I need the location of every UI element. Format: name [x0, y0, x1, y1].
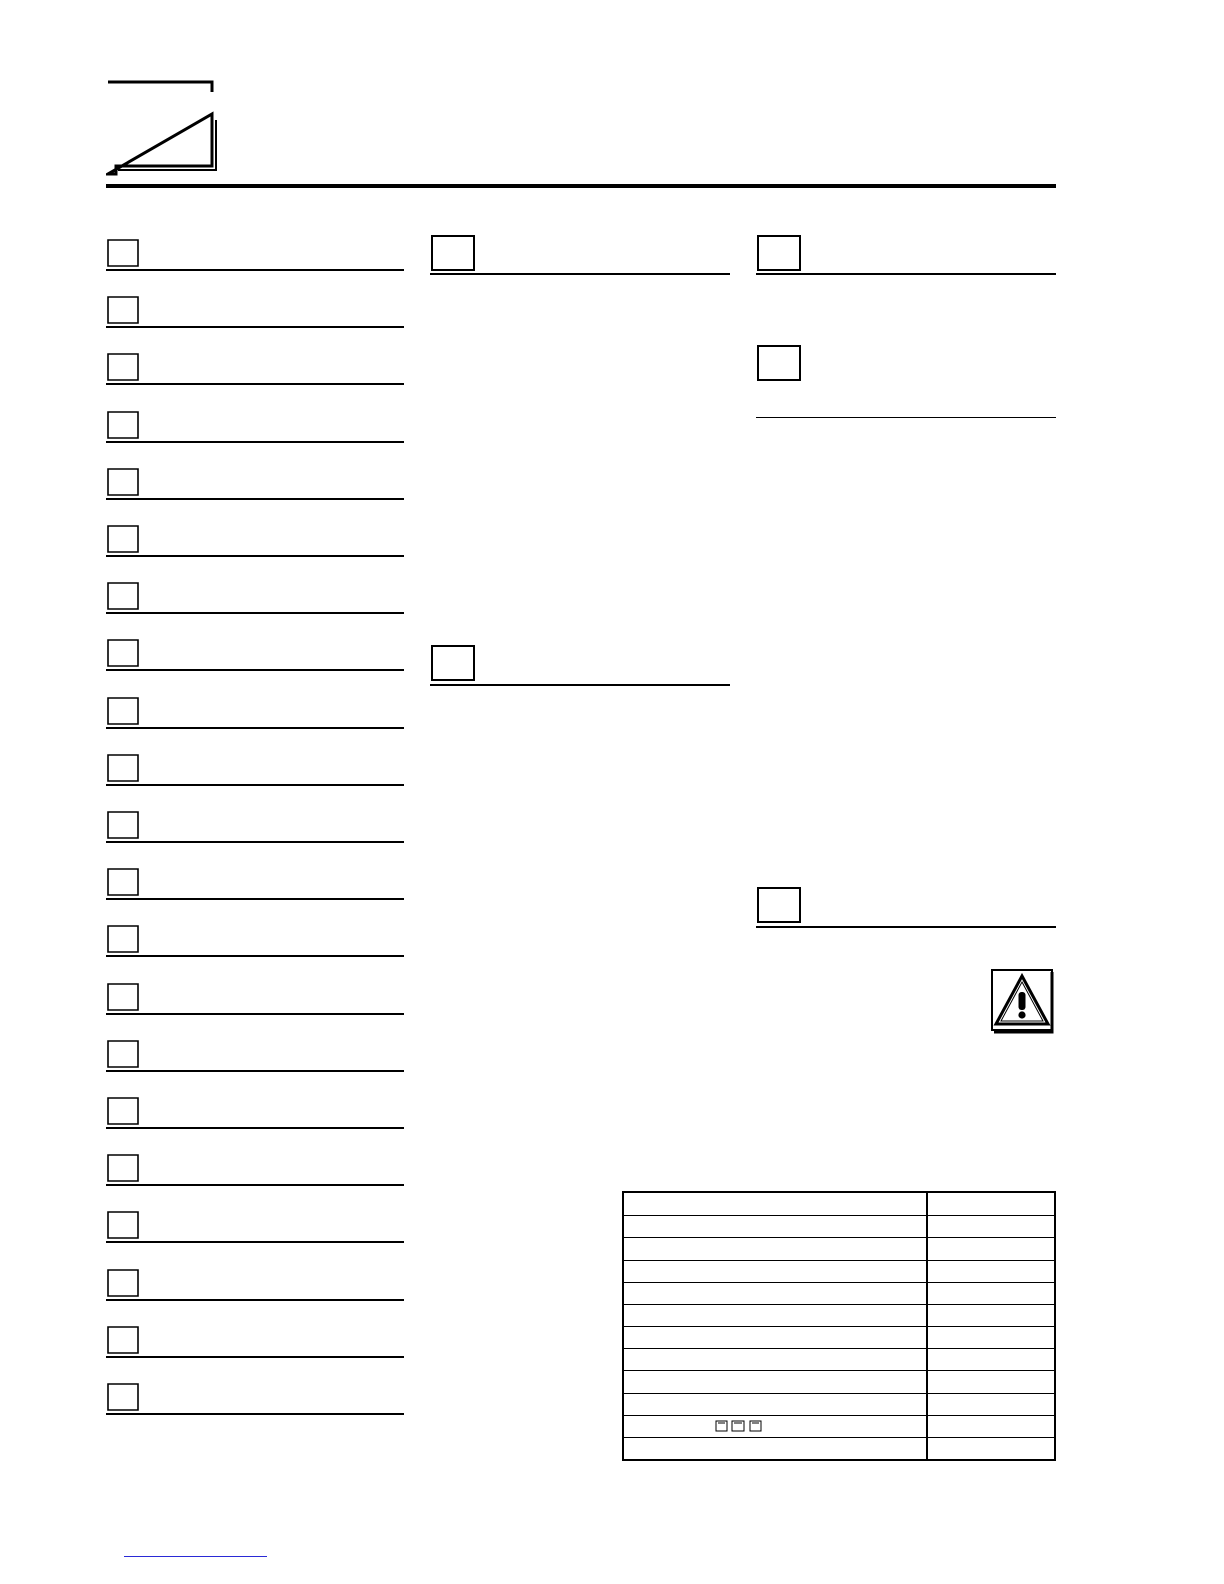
table-row-divider: [624, 1215, 1054, 1216]
table-row-divider: [624, 1282, 1054, 1283]
section-rule: [756, 926, 1056, 928]
item-box-icon: [106, 410, 142, 442]
item-rule: [106, 1127, 404, 1129]
table-row-divider: [624, 1260, 1054, 1261]
item-box-icon: [106, 696, 142, 728]
section-rule: [756, 273, 1056, 275]
footer-link-underline[interactable]: [124, 1556, 267, 1557]
item-rule: [106, 383, 404, 385]
table-row-divider: [624, 1437, 1054, 1438]
section-box-icon: [756, 234, 804, 274]
section-rule: [430, 684, 730, 686]
item-rule: [106, 441, 404, 443]
section-rule: [756, 417, 1056, 418]
item-box-icon: [106, 810, 142, 842]
item-box-icon: [106, 1210, 142, 1242]
item-rule: [106, 784, 404, 786]
table-row-divider: [624, 1348, 1054, 1349]
item-rule: [106, 1356, 404, 1358]
item-rule: [106, 669, 404, 671]
item-box-icon: [106, 352, 142, 384]
table-row-divider: [624, 1415, 1054, 1416]
table-row-divider: [624, 1370, 1054, 1371]
item-box-icon: [106, 867, 142, 899]
chapter-box-icon: [106, 80, 218, 176]
item-box-icon: [106, 1382, 142, 1414]
item-rule: [106, 1241, 404, 1243]
item-rule: [106, 1013, 404, 1015]
item-rule: [106, 555, 404, 557]
item-rule: [106, 1413, 404, 1415]
item-rule: [106, 269, 404, 271]
section-box-icon: [430, 234, 478, 274]
item-box-icon: [106, 295, 142, 327]
item-box-icon: [106, 1039, 142, 1071]
item-box-icon: [106, 1096, 142, 1128]
item-rule: [106, 1299, 404, 1301]
spec-table: [622, 1191, 1056, 1461]
warning-triangle-icon: [990, 968, 1056, 1034]
item-rule: [106, 955, 404, 957]
section-box-icon: [756, 886, 804, 926]
item-box-icon: [106, 1268, 142, 1300]
section-rule: [430, 273, 730, 275]
section-box-icon: [430, 644, 478, 684]
item-rule: [106, 498, 404, 500]
table-row-divider: [624, 1237, 1054, 1238]
item-box-icon: [106, 638, 142, 670]
item-box-icon: [106, 753, 142, 785]
section-box-icon: [756, 344, 804, 384]
table-row-divider: [624, 1393, 1054, 1394]
item-rule: [106, 727, 404, 729]
item-box-icon: [106, 982, 142, 1014]
item-rule: [106, 612, 404, 614]
item-box-icon: [106, 581, 142, 613]
item-box-icon: [106, 238, 142, 270]
cartridge-icon: [714, 1419, 764, 1433]
table-row-divider: [624, 1326, 1054, 1327]
item-box-icon: [106, 1153, 142, 1185]
item-rule: [106, 1184, 404, 1186]
table-row-divider: [624, 1304, 1054, 1305]
item-rule: [106, 841, 404, 843]
item-box-icon: [106, 924, 142, 956]
item-rule: [106, 1070, 404, 1072]
item-box-icon: [106, 467, 142, 499]
header-rule: [106, 184, 1056, 188]
item-box-icon: [106, 1325, 142, 1357]
item-rule: [106, 326, 404, 328]
item-rule: [106, 898, 404, 900]
item-box-icon: [106, 524, 142, 556]
